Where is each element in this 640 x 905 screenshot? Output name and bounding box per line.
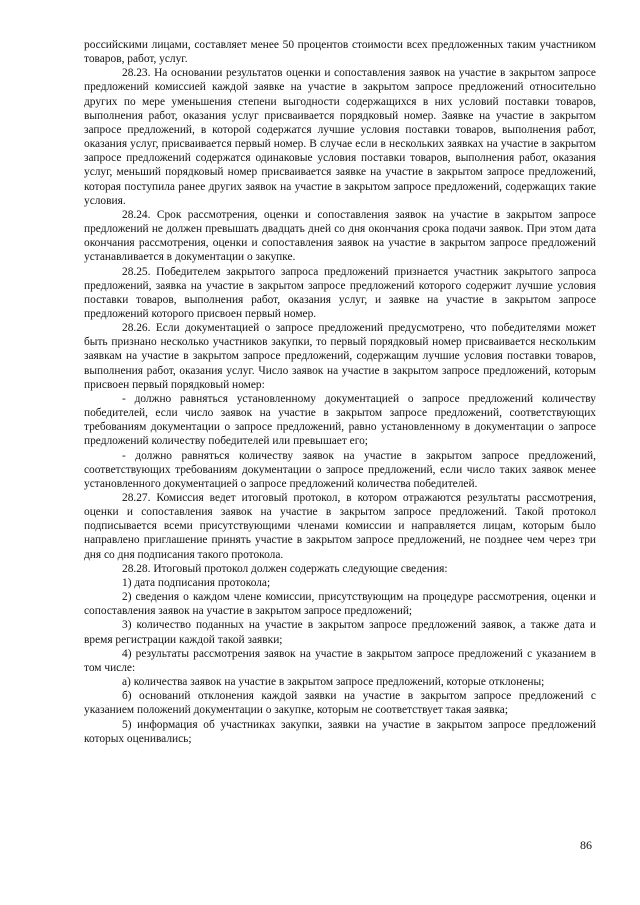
list-item-3: 3) количество поданных на участие в закрытом запросе предложений заявок, а также дата и время регистрации каждой такой заявки; xyxy=(84,619,596,646)
paragraph-28-23: 28.23. На основании результатов оценки и сопоставления заявок на участие в закрытом запросе предложений комиссией каждой заявке на участие в закрытом запросе предложений относительно других по мере уменьшения степени выгодности содержащихся в них условий поставки товаров, выполнения работ, оказания услуг присваивается порядковый номер. Заявке на участие в закрытом запросе предложений, в которой содержатся лучшие условия поставки товаров, выполнения работ, оказания услуг, присваивается первый номер. В случае если в нескольких заявках на участие в закрытом запросе предложений содержатся одинаковые условия поставки товаров, выполнения работ, оказания услуг, меньший порядковый номер присваивается заявке на участие в закрытом запросе предложений, которая поступила ранее других заявок на участие в закрытом запросе предложений, содержащих такие условия. xyxy=(84,67,596,207)
list-item-5: 5) информация об участниках закупки, заявки на участие в закрытом запросе предложений которых оценивались; xyxy=(84,718,596,745)
list-item-dash-2: - должно равняться количеству заявок на участие в закрытом запросе предложений, соответствующих требованиям документации о запросе предложений, если число таких заявок менее установленного документацией о запросе предложений количества победителей. xyxy=(84,449,596,490)
list-item-1: 1) дата подписания протокола; xyxy=(122,576,271,589)
page-number: 86 xyxy=(580,838,592,852)
paragraph-28-26: 28.26. Если документацией о запросе предложений предусмотрено, что победителями может быть признано несколько участников закупки, то первый порядковый номер присваивается нескольким заявкам на участие в закрытом запросе предложений, содержащим лучшие условия поставки товаров, выполнения работ, оказания услуг. Число заявок на участие в закрытом запросе предложений, которым присвоен первый порядковый номер: xyxy=(84,322,596,391)
paragraph-28-28: 28.28. Итоговый протокол должен содержать следующие сведения: xyxy=(122,562,448,575)
paragraph-28-27: 28.27. Комиссия ведет итоговый протокол, в котором отражаются результаты рассмотрения, оценки и сопоставления заявок на участие в закрытом запросе предложений. Такой протокол подписывается всеми присутствующими членами комиссии и направляется лицам, которым было направлено приглашение принять участие в закрытом запросе предложений, не позднее чем через три дня со дня подписания такого протокола. xyxy=(84,492,596,561)
paragraph-continuation: российскими лицами, составляет менее 50 процентов стоимости всех предложенных таким участником товаров, работ, услуг. xyxy=(84,39,596,66)
paragraph-28-25: 28.25. Победителем закрытого запроса предложений признается участник закрытого запроса предложений, заявка на участие в закрытом запросе предложений которого содержит лучшие условия поставки товаров, выполнения работ, оказания услуг, и заявке на участие в закрытом запросе предложений которого присвоен первый номер. xyxy=(84,265,596,320)
list-item-2: 2) сведения о каждом члене комиссии, присутствующим на процедуре рассмотрения, оценки и сопоставления заявок на участие в закрытом запросе предложений; xyxy=(84,591,596,618)
list-item-4a: а) количества заявок на участие в закрытом запросе предложений, которые отклонены; xyxy=(122,676,545,689)
list-item-4: 4) результаты рассмотрения заявок на участие в закрытом запросе предложений с указанием в том числе: xyxy=(84,647,596,674)
list-item-4b: б) оснований отклонения каждой заявки на участие в закрытом запросе предложений с указанием положений документации о закупке, которым не соответствует такая заявка; xyxy=(84,690,596,717)
paragraph-28-24: 28.24. Срок рассмотрения, оценки и сопоставления заявок на участие в закрытом запросе предложений не должен превышать двадцать дней со дня окончания срока подачи заявок. При этом дата окончания рассмотрения, оценки и сопоставления заявок на участие в закрытом запросе предложений устанавливается в документации о закупке. xyxy=(84,208,596,264)
document-page xyxy=(84,38,596,746)
list-item-dash-1: - должно равняться установленному документацией о запросе предложений количеству победителей, если число заявок на участие в закрытом запросе предложений, соответствующих требованиям документации о запросе предложений, равно установленному в документации о запросе предложений количеству победителей или превышает его; xyxy=(84,392,596,448)
